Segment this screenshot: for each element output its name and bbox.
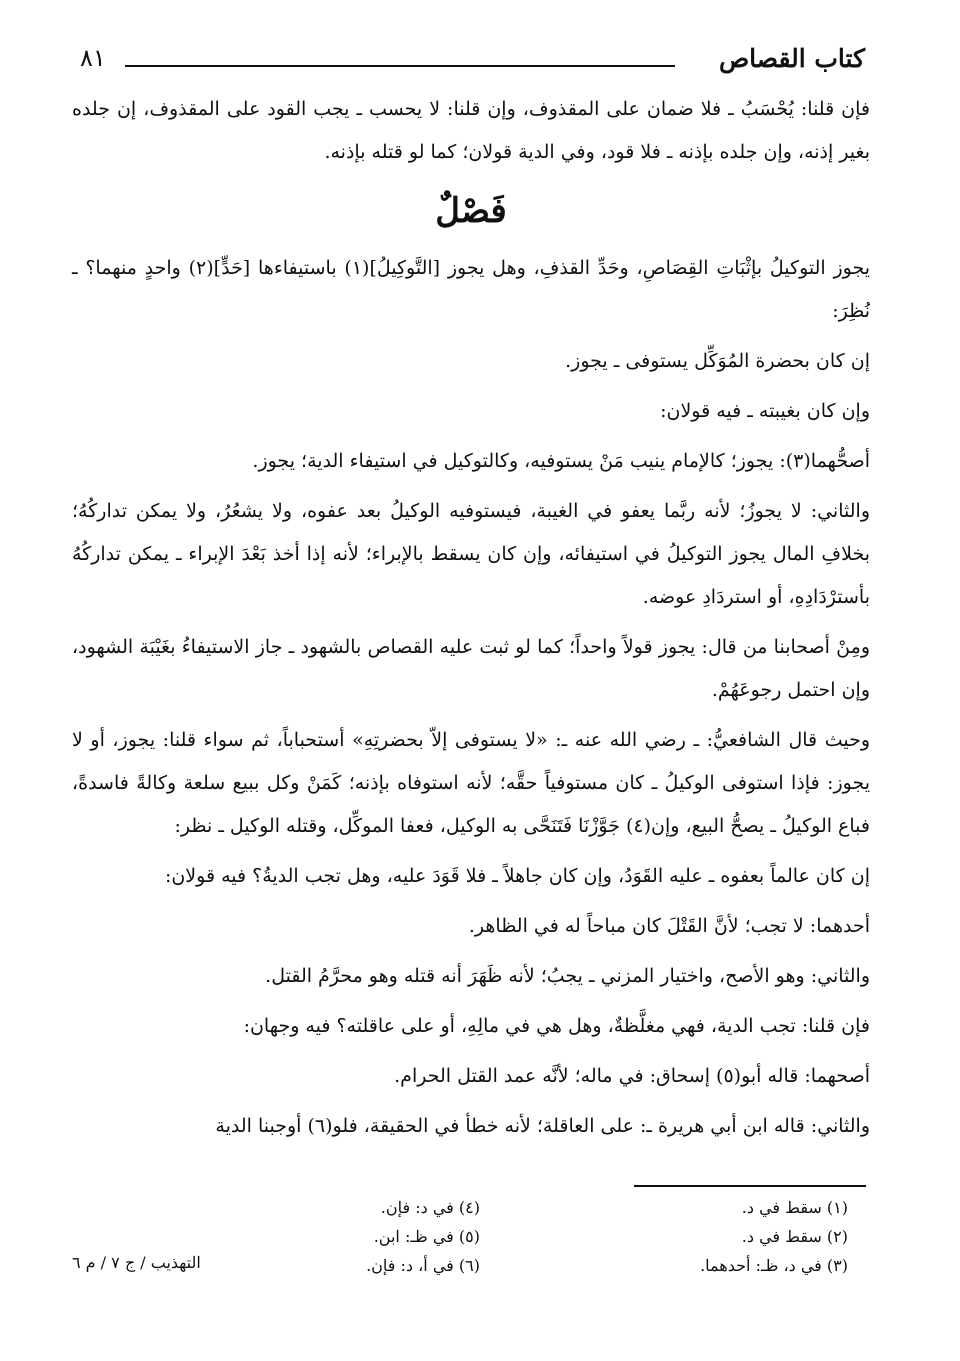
page-number: ٨١ bbox=[80, 44, 106, 72]
main-text bbox=[72, 88, 870, 1155]
paragraph: وحيث قال الشافعيُّ: ـ رضي الله عنه ـ: «لا يستوفى إلاّ بحضرتِهِ» أستحباباً، ثم سواء قلنا: يجوز، أو لا يجوز: فإذا استوفى الوكيلُ ـ كان مستوفياً حقَّه؛ لأنه استوفاه بإذنه؛ كَمَنْ وكل ببيع سلعة وكالةً فاسدةً، فباع الوكيلُ ـ يصحُّ البيع، وإن(٤) جَوَّزْنَا فَتَنَحَّى به الوكيل، فعفا الموكِّل، وقتله الوكيل ـ نظر: bbox=[72, 729, 870, 837]
paragraph: والثاني: قاله ابن أبي هريرة ـ: على العاقلة؛ لأنه خطأ في الحقيقة، فلو(٦) أوجبنا الدية bbox=[215, 1115, 870, 1137]
paragraph: أصحهما: قاله أبو(٥) إسحاق: في ماله؛ لأنَّه عمد القتل الحرام. bbox=[394, 1065, 870, 1087]
paragraph: أصحُّهما(٣): يجوز؛ كالإمام ينيب مَنْ يستوفيه، وكالتوكيل في استيفاء الدية؛ يجوز. bbox=[252, 450, 870, 472]
header-rule bbox=[125, 65, 675, 67]
footnote: (٣) في د، ظـ: أحدهما. bbox=[700, 1256, 848, 1275]
footnote: (٤) في د: فإن. bbox=[380, 1198, 480, 1217]
footnote-rule bbox=[634, 1185, 866, 1187]
paragraph: والثاني: وهو الأصح، واختيار المزني ـ يجبُ؛ لأنه ظَهَرَ أنه قتله وهو محرَّمُ القتل. bbox=[265, 965, 870, 987]
footnote: (١) سقط في د. bbox=[741, 1198, 848, 1217]
footnote: (٥) في ظـ: ابن. bbox=[373, 1227, 480, 1246]
paragraph: وإن كان بغيبته ـ فيه قولان: bbox=[660, 400, 870, 422]
book-signature: التهذيب / ج ٧ / م ٦ bbox=[72, 1253, 201, 1272]
paragraph: فإن قلنا: تجب الدية، فهي مغلَّظةٌ، وهل هي في مالِهِ، أو على عاقلته؟ فيه وجهان: bbox=[243, 1015, 870, 1037]
paragraph: فإن قلنا: يُحْسَبُ ـ فلا ضمان على المقذوف، وإن قلنا: لا يحسب ـ يجب القود على المقذوف، إن جلده بغير إذنه، وإن جلده بإذنه ـ فلا قود، وفي الدية قولان؛ كما لو قتله بإذنه. bbox=[72, 98, 870, 163]
chapter-title: كتاب القصاص bbox=[718, 44, 865, 73]
paragraph: والثاني: لا يجوزُ؛ لأنه ربَّما يعفو في الغيبة، فيستوفيه الوكيلُ بعد عفوه، ولا يشعُرُ، ولا يمكن تداركُهُ؛ بخلافِ المال يجوز التوكيلُ في استيفائه، وإن كان يسقط بالإبراء؛ لأنه إذا أخذ بَعْدَ الإبراء ـ يمكن تداركُهُ بأسترْدَادِهِ، أو استردَادِ عوضه. bbox=[72, 500, 870, 608]
paragraph: ومِنْ أصحابنا من قال: يجوز قولاً واحداً؛ كما لو ثبت عليه القصاص بالشهود ـ جاز الاستيفاءُ بغَيْبَة الشهود، وإن احتمل رجوعَهُمْ. bbox=[72, 636, 870, 701]
paragraph: إن كان عالماً بعفوه ـ عليه القَوَدُ، وإن كان جاهلاً ـ فلا قَوَدَ عليه، وهل تجب الديةُ؟ فيه قولان: bbox=[164, 865, 870, 887]
page-header bbox=[80, 44, 865, 84]
section-heading: فَصْلٌ bbox=[435, 191, 507, 231]
paragraph: إن كان بحضرة المُوَكِّل يستوفى ـ يجوز. bbox=[565, 350, 870, 372]
paragraph: أحدهما: لا تجب؛ لأنَّ القَتْلَ كان مباحاً له في الظاهر. bbox=[468, 915, 870, 937]
footnote: (٢) سقط في د. bbox=[741, 1227, 848, 1246]
paragraph: يجوز التوكيلُ بإثْبَاتِ القِصَاصِ، وحَدِّ القذفِ، وهل يجوز [التَّوكِيلُ](١) باستيفاءها [حَدٍّ](٢) واحدٍ منهما؟ ـ نُظِرَ: bbox=[72, 257, 871, 322]
footnote: (٦) في أ، د: فإن. bbox=[366, 1256, 480, 1275]
footnotes-right-column bbox=[608, 1193, 848, 1280]
footnotes-left-column bbox=[240, 1193, 480, 1280]
